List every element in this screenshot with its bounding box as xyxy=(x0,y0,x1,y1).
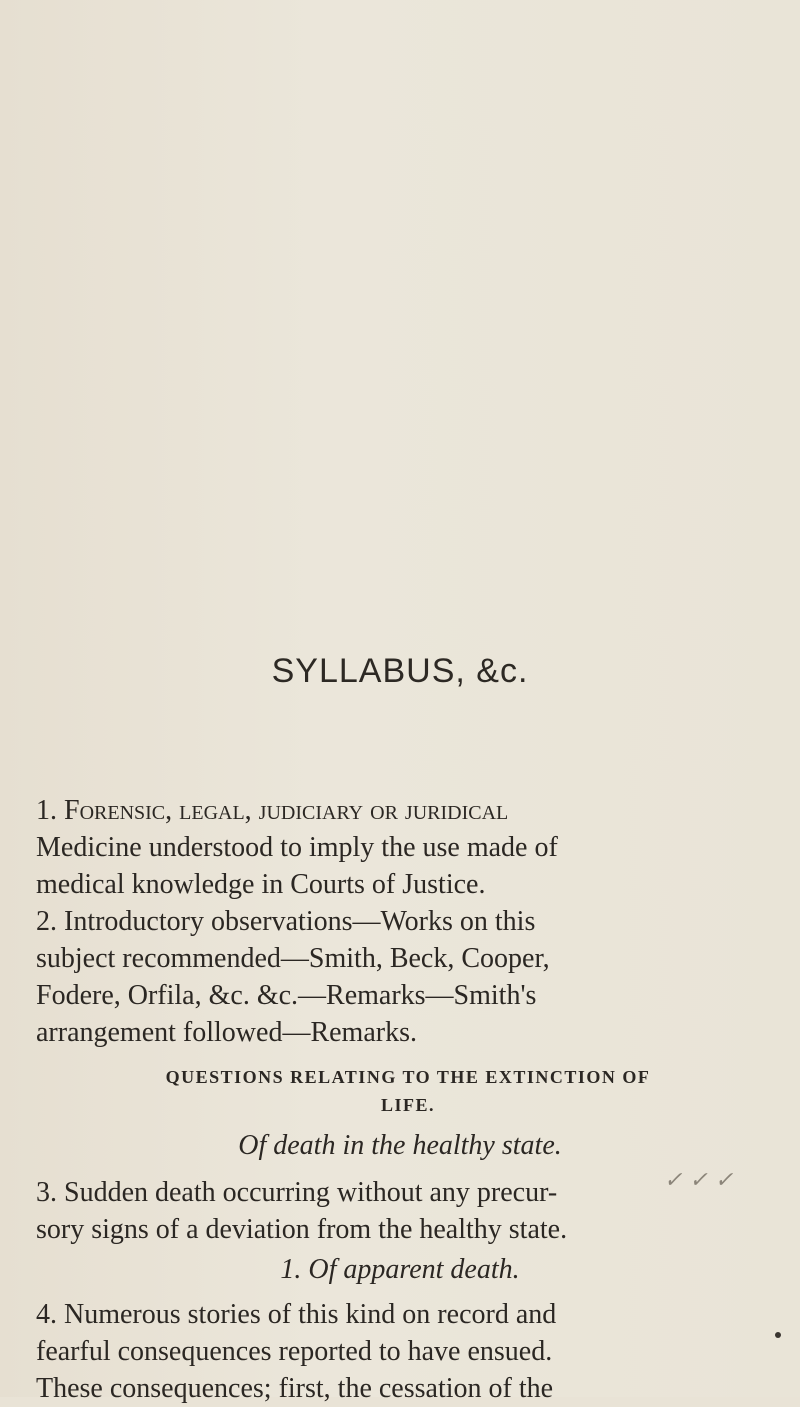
page-title: SYLLABUS, &c. xyxy=(271,652,529,690)
heading-line: QUESTIONS RELATING TO THE EXTINCTION OF xyxy=(165,1067,651,1087)
text-line: 1. Forensic, legal, judiciary or juridical xyxy=(36,795,509,826)
heading-line: LIFE. xyxy=(380,1095,435,1115)
text-line: Fodere, Orfila, &c. &c.—Remarks—Smith's xyxy=(36,980,537,1011)
paragraph-3 xyxy=(36,1174,772,1248)
text-line: These consequences; first, the cessation of the xyxy=(36,1373,554,1404)
subheading-healthy-state: Of death in the healthy state. xyxy=(238,1130,562,1161)
text-line: medical knowledge in Courts of Justice. xyxy=(36,869,486,900)
text-line: fearful consequences reported to have ensued. xyxy=(36,1336,553,1367)
text-line: 4. Numerous stories of this kind on record and xyxy=(36,1299,557,1330)
paragraph-4 xyxy=(36,1296,772,1407)
handwritten-margin-mark: ✓ ✓ ✓ xyxy=(664,1168,734,1193)
subheading-apparent-death: 1. Of apparent death. xyxy=(280,1254,520,1285)
text-line: Medicine understood to imply the use made of xyxy=(36,832,558,863)
section-heading xyxy=(48,1063,768,1119)
text-line: sory signs of a deviation from the healthy state. xyxy=(36,1214,568,1245)
ink-spot xyxy=(775,1332,781,1338)
text-line: 2. Introductory observations—Works on this xyxy=(36,906,536,937)
text-line: arrangement followed—Remarks. xyxy=(36,1017,417,1048)
text-line: 3. Sudden death occurring without any precur- xyxy=(36,1177,558,1208)
text-line: subject recommended—Smith, Beck, Cooper, xyxy=(36,943,550,974)
paragraph-1 xyxy=(36,792,772,1051)
